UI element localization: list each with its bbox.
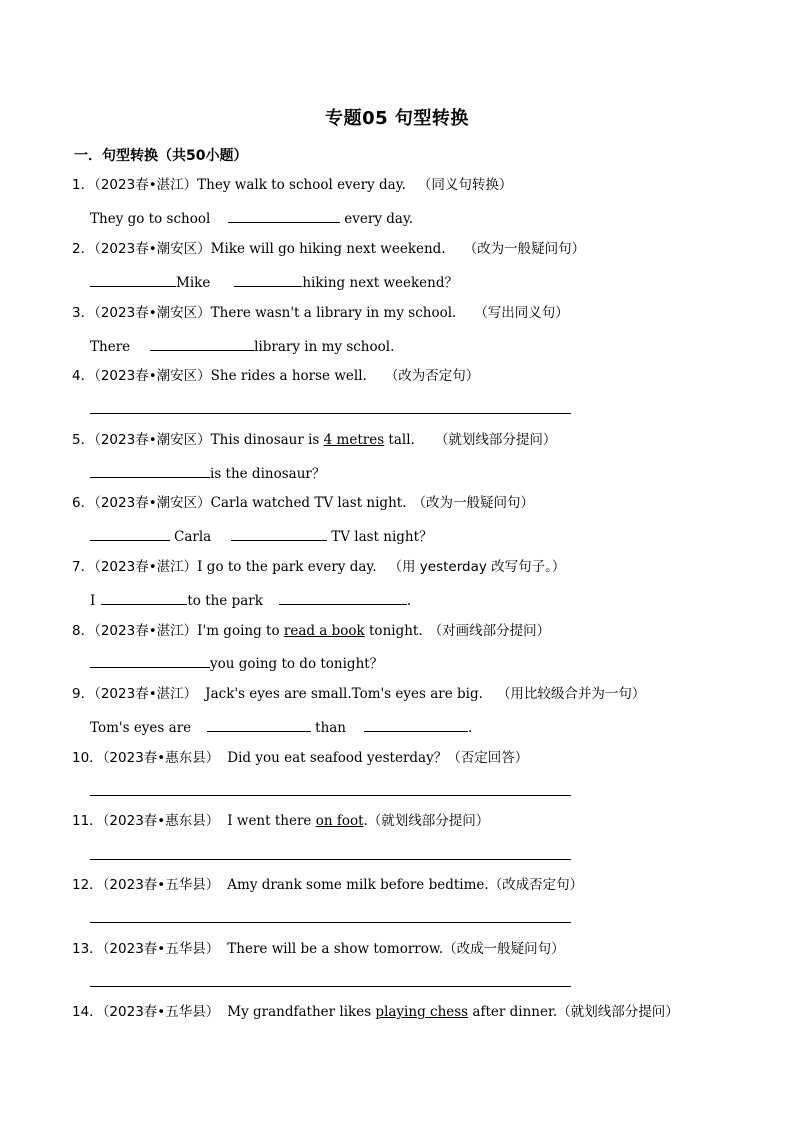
answer-blank[interactable]: [234, 272, 302, 287]
question-instruction: （改为一般疑问句）: [412, 495, 534, 511]
question-number: 2．: [72, 241, 95, 257]
question-instruction: （否定回答）: [447, 750, 529, 766]
question-text: There wasn't a library in my school.: [210, 305, 457, 321]
question-number: 1．: [72, 177, 95, 193]
answer-line[interactable]: [90, 413, 571, 414]
question-8: [72, 622, 550, 640]
question-text: tall.: [384, 432, 415, 448]
answer-blank[interactable]: [90, 463, 210, 478]
answer-blank[interactable]: [90, 526, 170, 541]
question-number: 5．: [72, 432, 95, 448]
question-number: 13．: [72, 941, 103, 957]
answer-blank[interactable]: [228, 208, 340, 223]
page-title: 专题05 句型转换: [325, 108, 469, 129]
answer-6: [90, 526, 433, 546]
answer-line[interactable]: [90, 795, 571, 796]
question-instruction: （就划线部分提问）: [434, 432, 557, 448]
answer-blank[interactable]: [101, 590, 187, 605]
question-instruction: （用 yesterday 改写句子。）: [388, 559, 566, 575]
question-number: 3．: [72, 305, 95, 321]
answer-blank[interactable]: [279, 590, 407, 605]
answer-9: [90, 717, 472, 737]
answer-8: [90, 653, 383, 673]
question-text: My grandfather likes: [227, 1004, 376, 1020]
question-4: [72, 367, 479, 385]
answer-line[interactable]: [90, 922, 571, 923]
question-instruction: （就划线部分提问）: [367, 813, 490, 829]
question-number: 11．: [72, 813, 103, 829]
answer-blank[interactable]: [207, 717, 311, 732]
answer-5: [90, 463, 325, 483]
question-text: They walk to school every day.: [197, 177, 406, 193]
question-instruction: （改为否定句）: [384, 368, 480, 384]
question-text: I go to the park every day.: [197, 559, 377, 575]
answer-text: you going to do tonight？: [210, 656, 384, 672]
answer-blank[interactable]: [231, 526, 327, 541]
question-source: （2023春•五华县）: [102, 1004, 220, 1020]
question-instruction: （就划线部分提问）: [557, 1004, 679, 1020]
question-instruction: （对画线部分提问）: [428, 623, 551, 639]
question-5: [72, 431, 556, 449]
question-11: [72, 812, 489, 830]
answer-text: Carla: [174, 529, 212, 545]
answer-1: [90, 208, 413, 228]
question-7: [72, 558, 565, 576]
question-number: 8．: [72, 623, 95, 639]
question-source: （2023春•五华县）: [102, 941, 220, 957]
question-2: [72, 240, 585, 258]
question-3: [72, 304, 569, 322]
question-source: （2023春•潮安区）: [94, 432, 211, 448]
answer-blank[interactable]: [90, 653, 210, 668]
question-instruction: （改为一般疑问句）: [463, 241, 586, 257]
answer-blank[interactable]: [364, 717, 468, 732]
answer-text: library in my school.: [254, 339, 395, 355]
question-instruction: （同义句转换）: [417, 177, 513, 193]
answer-line[interactable]: [90, 986, 571, 987]
question-text: Mike will go hiking next weekend.: [210, 241, 446, 257]
underlined-text: on foot: [315, 813, 364, 829]
question-source: （2023春•惠东县）: [102, 750, 220, 766]
question-source: （2023春•潮安区）: [94, 495, 211, 511]
question-1: [72, 176, 512, 194]
section-heading: 一．句型转换（共50小题）: [74, 148, 248, 164]
question-text: This dinosaur is: [210, 432, 324, 448]
question-text: I'm going to: [197, 623, 284, 639]
question-text: .: [363, 813, 368, 829]
answer-text: Tom's eyes are: [90, 720, 192, 736]
question-text: Did you eat seafood yesterday？: [227, 750, 448, 766]
answer-text: hiking next weekend？: [302, 275, 459, 291]
question-instruction: （改成否定句）: [488, 877, 584, 893]
question-6: [72, 494, 534, 512]
underlined-text: playing chess: [375, 1004, 469, 1020]
answer-text: to the park: [187, 593, 263, 609]
answer-text: than: [315, 720, 347, 736]
answer-text: TV last night？: [331, 529, 433, 545]
question-text: She rides a horse well.: [210, 368, 367, 384]
answer-text: There: [90, 339, 131, 355]
question-source: （2023春•潮安区）: [94, 305, 211, 321]
question-source: （2023春•五华县）: [102, 877, 220, 893]
question-instruction: （用比较级合并为一句）: [496, 686, 646, 702]
question-number: 6．: [72, 495, 95, 511]
question-text: Carla watched TV last night.: [210, 495, 407, 511]
underlined-text: read a book: [283, 623, 365, 639]
question-source: （2023春•湛江）: [94, 177, 198, 193]
question-instruction: （改成一般疑问句）: [443, 941, 565, 957]
question-instruction: （写出同义句）: [474, 305, 569, 321]
question-text: Amy drank some milk before bedtime.: [227, 877, 489, 893]
question-text: tonight.: [364, 623, 423, 639]
question-source: （2023春•湛江）: [94, 623, 198, 639]
question-number: 9．: [72, 686, 95, 702]
answer-text: .: [468, 720, 473, 736]
question-source: （2023春•湛江）: [94, 686, 198, 702]
question-text: There will be a show tomorrow.: [227, 941, 444, 957]
question-14: [72, 1003, 679, 1021]
answer-7: [90, 590, 411, 610]
question-9: [72, 685, 645, 703]
question-text: I went there: [227, 813, 316, 829]
question-number: 4．: [72, 368, 95, 384]
answer-line[interactable]: [90, 859, 571, 860]
question-text: Jack's eyes are small.Tom's eyes are big.: [205, 686, 483, 702]
question-13: [72, 940, 565, 958]
question-source: （2023春•惠东县）: [102, 813, 220, 829]
answer-text: They go to school: [90, 211, 211, 227]
question-number: 14．: [72, 1004, 103, 1020]
question-number: 12．: [72, 877, 103, 893]
question-number: 7．: [72, 559, 95, 575]
question-source: （2023春•潮安区）: [94, 241, 211, 257]
answer-blank[interactable]: [150, 336, 254, 351]
question-10: [72, 749, 528, 767]
question-text: after dinner.: [468, 1004, 558, 1020]
underlined-text: 4 metres: [323, 432, 385, 448]
answer-text: is the dinosaur？: [210, 466, 326, 482]
question-source: （2023春•湛江）: [94, 559, 198, 575]
answer-3: [90, 336, 394, 356]
question-12: [72, 876, 583, 894]
answer-text: Mike: [176, 275, 211, 291]
answer-blank[interactable]: [90, 272, 176, 287]
answer-2: [90, 272, 458, 292]
answer-text: I: [90, 593, 96, 609]
answer-text: .: [406, 593, 412, 609]
question-source: （2023春•潮安区）: [94, 368, 211, 384]
question-number: 10．: [72, 750, 103, 766]
answer-text: every day.: [344, 211, 414, 227]
